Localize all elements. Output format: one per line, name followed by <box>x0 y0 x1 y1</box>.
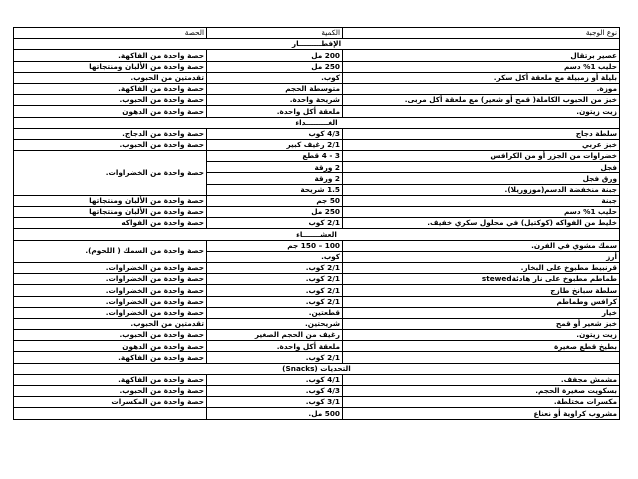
meal-type-cell: بسكويت صغيرة الحجم. <box>343 386 620 397</box>
meal-type-cell: حليب 1% دسم <box>343 207 620 218</box>
meal-type-cell: خبز عربي <box>343 139 620 150</box>
serving-cell: حصة واحدة من الفاكهة. <box>14 374 207 385</box>
quantity-cell: 2/1 كوب. <box>207 285 343 296</box>
meal-type-cell: فجل <box>343 162 620 173</box>
table-row <box>14 341 620 352</box>
meal-plan-table-body <box>14 28 620 420</box>
meal-type-cell: عصير برتقال <box>343 50 620 61</box>
serving-cell: تقدمتين من الحبوب. <box>14 318 207 329</box>
serving-cell: حصة واحدة من الألبان ومنتجاتها <box>14 207 207 218</box>
meal-type-cell: خيار <box>343 307 620 318</box>
table-row <box>14 408 620 419</box>
meal-type-cell: خليط من الفواكه (كوكتيل) في محلول سكري خفيف. <box>343 218 620 229</box>
quantity-cell: 2 ورقة <box>207 173 343 184</box>
serving-cell: حصة واحدة من الدجاج. <box>14 128 207 139</box>
serving-cell: حصة واحدة من الفاكهة. <box>14 83 207 94</box>
meal-type-cell: ورق فجل <box>343 173 620 184</box>
header-serving: الحصة <box>14 28 207 39</box>
meal-type-cell: طماطم مطبوخ على نار هادئةstewed <box>343 274 620 285</box>
table-header-row <box>14 28 620 39</box>
meal-type-cell: خبز من الحبوب الكاملة( قمح أو شعير) مع ملعقة أكل مربى. <box>343 95 620 106</box>
serving-cell: حصة واحدة من الألبان ومنتجاتها <box>14 195 207 206</box>
quantity-cell: 50 جم <box>207 195 343 206</box>
quantity-cell: 250 مل <box>207 61 343 72</box>
section-title: التحديات (Snacks) <box>14 363 620 374</box>
meal-type-cell: زيت زيتون. <box>343 106 620 117</box>
quantity-cell: كوب. <box>207 251 343 262</box>
section-title: العشـــــــاء <box>14 229 620 240</box>
table-row <box>14 285 620 296</box>
serving-cell: حصة واحدة من الألبان ومنتجاتها <box>14 61 207 72</box>
meal-type-cell: خبز شعير أو قمح <box>343 318 620 329</box>
serving-cell: حصة واحدة من الخضراوات. <box>14 151 207 196</box>
table-row <box>14 50 620 61</box>
meal-type-cell: كرافس وطماطم <box>343 296 620 307</box>
meal-type-cell: مشروب كراوية أو نعناع <box>343 408 620 419</box>
quantity-cell: 2/1 كوب. <box>207 352 343 363</box>
meal-plan-sheet <box>13 27 619 420</box>
serving-cell: حصة واحدة من الدهون <box>14 106 207 117</box>
quantity-cell: 200 مل <box>207 50 343 61</box>
quantity-cell: 500 مل. <box>207 408 343 419</box>
table-row <box>14 240 620 251</box>
section-header-row <box>14 117 620 128</box>
quantity-cell: 2/1 كوب. <box>207 296 343 307</box>
quantity-cell: 3 - 4 قطع <box>207 151 343 162</box>
section-header-row <box>14 363 620 374</box>
serving-cell: حصة واحدة من الحبوب. <box>14 330 207 341</box>
quantity-cell: 2 ورقة <box>207 162 343 173</box>
serving-cell: حصة واحدة من الفاكهة. <box>14 352 207 363</box>
meal-plan-table <box>13 27 620 420</box>
serving-cell: حصة واحدة من الدهون <box>14 341 207 352</box>
serving-cell: حصة واحدة من الخضراوات. <box>14 307 207 318</box>
quantity-cell: 4/3 كوب <box>207 128 343 139</box>
quantity-cell: 2/1 كوب. <box>207 274 343 285</box>
serving-cell: حصة واحدة من الحبوب. <box>14 139 207 150</box>
quantity-cell: رغيف من الحجم الصغير <box>207 330 343 341</box>
quantity-cell: شريحتين. <box>207 318 343 329</box>
table-row <box>14 386 620 397</box>
serving-cell: حصة واحدة من الخضراوات. <box>14 274 207 285</box>
serving-cell: حصة واحدة من الفاكهة. <box>14 50 207 61</box>
serving-cell <box>14 408 207 419</box>
quantity-cell: شريحة واحدة. <box>207 95 343 106</box>
serving-cell: حصة واحدة من الخضراوات. <box>14 285 207 296</box>
meal-type-cell: موزة. <box>343 83 620 94</box>
meal-type-cell: مشمش مجفف. <box>343 374 620 385</box>
meal-type-cell: جبنة <box>343 195 620 206</box>
meal-type-cell <box>343 352 620 363</box>
table-row <box>14 195 620 206</box>
meal-type-cell: بطيخ قطع صغيرة <box>343 341 620 352</box>
meal-type-cell: سلطة سبانخ طازج <box>343 285 620 296</box>
header-meal-type: نوع الوجبة <box>343 28 620 39</box>
serving-cell: حصة واحدة من الخضراوات. <box>14 262 207 273</box>
table-row <box>14 95 620 106</box>
quantity-cell: كوب. <box>207 72 343 83</box>
serving-cell: حصة واحدة من الفواكه <box>14 218 207 229</box>
quantity-cell: ملعقة أكل واحدة. <box>207 106 343 117</box>
quantity-cell: 2/1 كوب. <box>207 262 343 273</box>
serving-cell: حصة واحدة من الحبوب. <box>14 386 207 397</box>
quantity-cell: 2/1 كوب <box>207 218 343 229</box>
meal-type-cell: حليب 1% دسم <box>343 61 620 72</box>
quantity-cell: قطعتين. <box>207 307 343 318</box>
serving-cell: حصة واحدة من السمك ( اللحوم). <box>14 240 207 262</box>
table-row <box>14 307 620 318</box>
table-row <box>14 151 620 162</box>
serving-cell: حصة واحدة من الحبوب. <box>14 95 207 106</box>
table-row <box>14 296 620 307</box>
section-title: الغـــــــــداء <box>14 117 620 128</box>
quantity-cell: 250 مل <box>207 207 343 218</box>
table-row <box>14 72 620 83</box>
serving-cell: حصة واحدة من المكسرات <box>14 397 207 408</box>
section-header-row <box>14 229 620 240</box>
quantity-cell: 4/1 كوب. <box>207 374 343 385</box>
table-row <box>14 262 620 273</box>
meal-type-cell: سمك مشوي في الفرن. <box>343 240 620 251</box>
serving-cell: تقدمتين من الحبوب. <box>14 72 207 83</box>
table-row <box>14 61 620 72</box>
table-row <box>14 374 620 385</box>
table-row <box>14 318 620 329</box>
table-row <box>14 274 620 285</box>
meal-type-cell: بليلة أو زمبيلة مع ملعقة أكل سكر. <box>343 72 620 83</box>
meal-type-cell: أرز <box>343 251 620 262</box>
quantity-cell: متوسطة الحجم <box>207 83 343 94</box>
meal-type-cell: زيت زيتون. <box>343 330 620 341</box>
table-row <box>14 352 620 363</box>
quantity-cell: 4/3 كوب. <box>207 386 343 397</box>
section-title: الإفطـــــــــار <box>14 39 620 50</box>
quantity-cell: 100 – 150 جم <box>207 240 343 251</box>
quantity-cell: ملعقة أكل واحدة. <box>207 341 343 352</box>
meal-type-cell: جبنة منخفضة الدسم(موزوريلا). <box>343 184 620 195</box>
table-row <box>14 397 620 408</box>
table-row <box>14 106 620 117</box>
serving-cell: حصة واحدة من الخضراوات. <box>14 296 207 307</box>
meal-type-cell: قرنبيط مطبوخ على البخار. <box>343 262 620 273</box>
table-row <box>14 128 620 139</box>
section-header-row <box>14 39 620 50</box>
quantity-cell: 2/1 رغيف كبير <box>207 139 343 150</box>
meal-type-cell: خضراوات من الجزر أو من الكرافس <box>343 151 620 162</box>
quantity-cell: 1.5 شريحة <box>207 184 343 195</box>
table-row <box>14 83 620 94</box>
table-row <box>14 207 620 218</box>
table-row <box>14 218 620 229</box>
quantity-cell: 3/1 كوب. <box>207 397 343 408</box>
meal-type-cell: سلطة دجاج <box>343 128 620 139</box>
meal-type-cell: مكسرات مختلطة. <box>343 397 620 408</box>
table-row <box>14 330 620 341</box>
header-quantity: الكمية <box>207 28 343 39</box>
table-row <box>14 139 620 150</box>
